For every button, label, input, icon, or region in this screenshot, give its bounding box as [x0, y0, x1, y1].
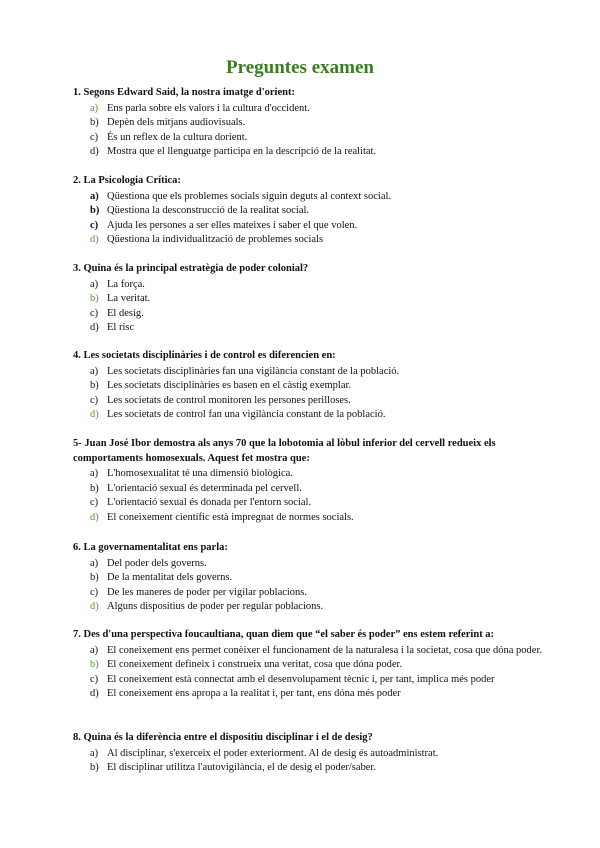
option-text: El coneixement científic està impregnat de normes socials.	[107, 511, 354, 523]
answer-option	[73, 408, 543, 423]
answer-option	[73, 747, 543, 762]
answer-option	[73, 219, 543, 234]
option-label: c)	[90, 131, 99, 143]
question-8	[73, 731, 543, 776]
answer-option	[73, 673, 543, 688]
question-4	[73, 349, 543, 423]
answer-option	[73, 658, 543, 673]
option-label: b)	[90, 117, 99, 129]
answer-option	[73, 131, 543, 146]
option-text: Les societats disciplinàries fan una vigilància constant de la població.	[107, 365, 400, 377]
option-label: c)	[90, 673, 99, 685]
option-label: b)	[90, 572, 99, 584]
option-text: L'orientació sexual és determinada pel cervell.	[107, 482, 302, 494]
option-label: d)	[90, 409, 99, 421]
answer-option	[73, 644, 543, 659]
answer-option	[73, 511, 543, 526]
option-label: c)	[90, 394, 99, 406]
answer-option	[73, 496, 543, 511]
option-label: b)	[90, 659, 99, 671]
question-text: 8. Quina és la diferència entre el dispositiu disciplinar i el de desig?	[73, 732, 373, 743]
question-text: 1. Segons Edward Said, la nostra imatge d'orient:	[73, 87, 295, 98]
option-label: b)	[90, 293, 99, 305]
answer-option	[73, 102, 543, 117]
option-label: a)	[90, 365, 99, 377]
option-text: És un reflex de la cultura dorient.	[107, 131, 248, 143]
option-label: b)	[90, 762, 99, 774]
option-text: De la mentalitat dels governs.	[107, 572, 233, 584]
option-label: d)	[90, 688, 99, 700]
option-text: L'orientació sexual és donada per l'entorn social.	[107, 497, 312, 509]
option-text: De les maneres de poder per vigilar poblacions.	[107, 586, 308, 598]
answer-option	[73, 394, 543, 409]
question-text: 4. Les societats disciplinàries i de control es diferencien en:	[73, 350, 336, 361]
question-3	[73, 262, 543, 336]
option-text: El coneixement ens permet conèixer el funcionament de la naturalesa i la societat, cosa que dóna poder.	[107, 644, 542, 656]
option-text: Ens parla sobre els valors i la cultura d'occident.	[107, 102, 310, 114]
option-label: a)	[90, 468, 99, 479]
answer-option	[73, 467, 543, 482]
question-7	[73, 628, 543, 702]
answer-option	[73, 292, 543, 307]
option-text: El coneixement està connectat amb el desenvolupament tècnic i, per tant, implica més poder	[107, 673, 495, 685]
option-text: Al disciplinar, s'exerceix el poder exteriorment. Al de desig és autoadministrat.	[107, 747, 439, 759]
option-label: c)	[90, 586, 99, 598]
option-label: a)	[90, 102, 99, 114]
option-text: El coneixement ens apropa a la realitat i, per tant, ens dóna més poder	[107, 688, 401, 700]
question-text: 5- Juan José Ibor demostra als anys 70 que la lobotomia al lòbul inferior del cervell redueix els comportaments homosexuals. Aquest fet mostra que:	[73, 438, 496, 464]
answer-option	[73, 116, 543, 131]
answer-option	[73, 321, 543, 336]
option-text: El risc	[107, 322, 135, 334]
answer-option	[73, 233, 543, 248]
option-label: b)	[90, 482, 99, 494]
option-label: d)	[90, 322, 99, 334]
question-text: 2. La Psicologia Crítica:	[73, 175, 181, 186]
option-label: a)	[90, 747, 99, 759]
option-label: c)	[90, 307, 99, 319]
answer-option	[73, 190, 543, 205]
option-label: b)	[90, 380, 99, 392]
option-label: d)	[90, 146, 99, 158]
question-text: 6. La governamentalitat ens parla:	[73, 542, 228, 553]
option-label: b)	[90, 205, 100, 217]
option-text: Les societats disciplinàries es basen en el càstig exemplar.	[107, 380, 352, 392]
question-6	[73, 541, 543, 615]
option-label: a)	[90, 644, 99, 656]
answer-option	[73, 761, 543, 776]
option-text: Les societats de control fan una vigilància constant de la població.	[107, 409, 386, 421]
answer-option	[73, 557, 543, 572]
option-label: d)	[90, 234, 99, 246]
option-text: Qüestiona que els problemes socials siguin deguts al context social.	[107, 190, 392, 202]
option-text: Mostra que el llenguatge participa en la descripció de la realitat.	[107, 146, 377, 158]
answer-option	[73, 586, 543, 601]
option-text: Del poder dels governs.	[107, 557, 207, 569]
answer-option	[73, 571, 543, 586]
option-text: Qüestiona la individualització de problemes socials	[107, 234, 324, 246]
option-label: a)	[90, 557, 99, 569]
option-text: Depèn dels mitjans audiovisuals.	[107, 117, 246, 129]
option-text: El coneixement defineix i construeix una veritat, cosa que dóna poder.	[107, 659, 403, 671]
option-label: a)	[90, 278, 99, 290]
option-text: Alguns dispositius de poder per regular poblacions.	[107, 601, 324, 613]
answer-option	[73, 600, 543, 615]
answer-option	[73, 307, 543, 322]
option-text: La veritat.	[107, 293, 151, 305]
option-label: a)	[90, 190, 99, 202]
option-label: d)	[90, 511, 99, 523]
answer-option	[73, 687, 543, 702]
question-2	[73, 174, 543, 248]
question-text: 7. Des d'una perspectiva foucaultiana, quan diem que “el saber és poder” ens estem referint a:	[73, 629, 495, 640]
answer-option	[73, 204, 543, 219]
answer-option	[73, 278, 543, 293]
option-text: L'homosexualitat té una dimensió biològica.	[107, 468, 293, 479]
page-title: Preguntes examen	[226, 57, 374, 78]
option-text: El desig.	[107, 307, 144, 319]
answer-option	[73, 145, 543, 160]
answer-option	[73, 379, 543, 394]
answer-option	[73, 365, 543, 380]
answer-option	[73, 482, 543, 497]
option-label: c)	[90, 497, 99, 509]
question-text: 3. Quina és la principal estratègia de poder colonial?	[73, 263, 309, 274]
option-text: El disciplinar utilitza l'autovigilància, el de desig el poder/saber.	[107, 762, 376, 774]
question-1	[73, 86, 543, 160]
question-5	[73, 437, 543, 525]
option-text: Ajuda les persones a ser elles mateixes i saber el que volen.	[107, 219, 358, 231]
option-text: La força.	[107, 278, 145, 290]
option-label: c)	[90, 219, 99, 231]
option-text: Qüestiona la desconstrucció de la realitat social.	[107, 205, 310, 217]
option-text: Les societats de control monitoren les persones perilloses.	[107, 394, 351, 406]
option-label: d)	[90, 601, 99, 613]
